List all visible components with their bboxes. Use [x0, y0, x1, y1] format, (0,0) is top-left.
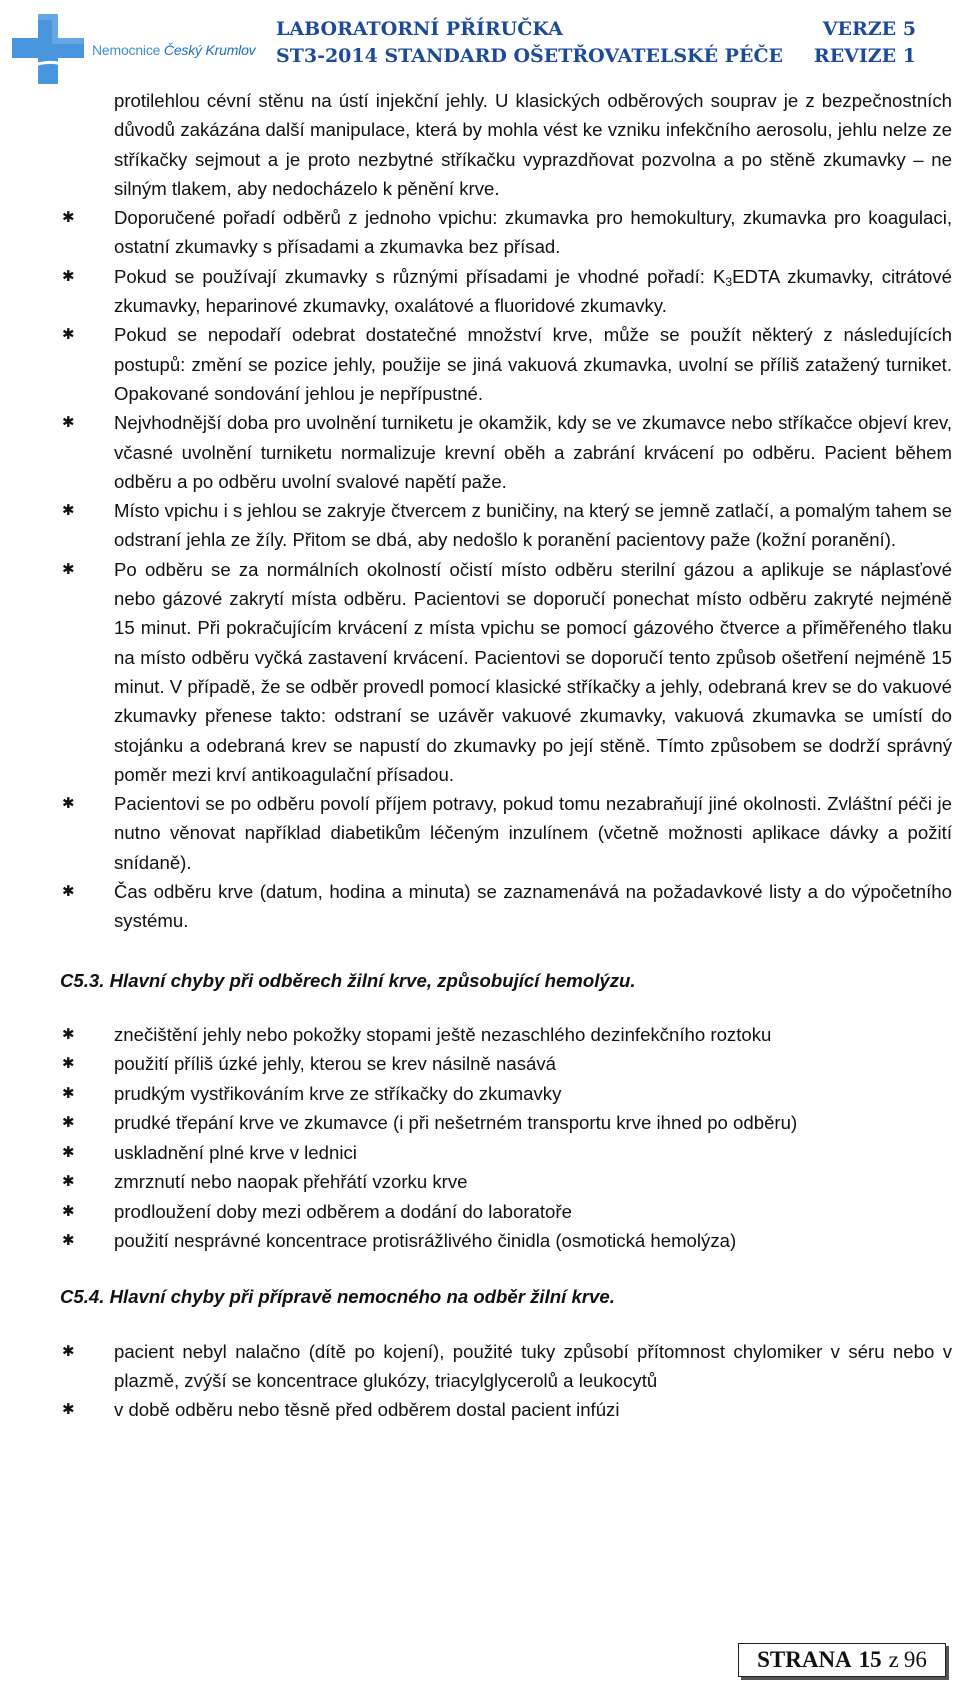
current-page: 15 — [858, 1647, 882, 1672]
list-item — [60, 1197, 952, 1227]
bullet-asterisk-icon: ✱ — [62, 560, 75, 578]
bullet-asterisk-icon: ✱ — [62, 209, 75, 227]
list-item-text: Pokud se nepodaří odebrat dostatečné množství krve, může se použít některý z následujících postupů: změní se pozice jehly, použije se jiná vakuová zkumavka, uvolní se příliš zatažený turniket. Opakované sondování jehlou je nepřípustné. — [114, 324, 952, 404]
text-segment: EDTA zkumavky, citrátové zkumavky, heparinové zkumavky, oxalátové a fluoridové zkumavky. — [114, 265, 952, 317]
list-item-text: Místo vpichu i s jehlou se zakryje čtvercem z buničiny, na který se jemně zatlačí, a pomalým tahem se odstraní jehla ze žíly. Přitom se dbá, aby nedošlo k poranění pacientovy paže (kožní poranění). — [114, 500, 952, 551]
hospital-logo — [12, 14, 262, 84]
list-item — [60, 203, 952, 262]
header-row-1 — [276, 16, 916, 43]
list-item — [60, 555, 952, 789]
list-item — [60, 877, 952, 936]
strana-label: STRANA — [757, 1647, 852, 1672]
procedure-list — [60, 203, 952, 935]
header-row-2 — [276, 43, 916, 70]
list-item — [60, 1108, 952, 1138]
bullet-asterisk-icon: ✱ — [62, 1114, 75, 1132]
bullet-asterisk-icon: ✱ — [62, 795, 75, 813]
bullet-asterisk-icon: ✱ — [62, 414, 75, 432]
text-segment: Pokud se používají zkumavky s různými přísadami je vhodné pořadí: K — [114, 265, 726, 287]
standard-title: ST3-2014 STANDARD OŠETŘOVATELSKÉ PÉČE — [276, 45, 784, 67]
bullet-asterisk-icon: ✱ — [62, 267, 75, 285]
bullet-asterisk-icon: ✱ — [62, 1084, 75, 1102]
bullet-asterisk-icon: ✱ — [62, 1232, 75, 1250]
list-item — [60, 1020, 952, 1050]
logo-text-b: Český Krumlov — [163, 42, 256, 58]
list-item-text: pacient nebyl nalačno (dítě po kojení), použité tuky způsobí přítomnost chylomiker v séru nebo v plazmě, zvýší se koncentrace glukózy, triacylglycerolů a leukocytů — [114, 1340, 952, 1391]
bullet-asterisk-icon: ✱ — [62, 1202, 75, 1220]
list-item-text: znečištění jehly nebo pokožky stopami ještě nezaschlého dezinfekčního roztoku — [114, 1023, 772, 1045]
bullet-asterisk-icon: ✱ — [62, 1342, 75, 1360]
total-pages: 96 — [903, 1647, 927, 1672]
logo-text-a: Nemocnice — [92, 42, 164, 58]
logo-wordmark — [92, 42, 255, 58]
list-item-text: uskladnění plné krve v lednici — [114, 1141, 357, 1163]
list-item — [60, 1226, 952, 1256]
page-header — [0, 0, 960, 88]
list-item — [60, 262, 952, 321]
list-item-text: zmrznutí nebo naopak přehřátí vzorku krve — [114, 1171, 468, 1193]
bullet-asterisk-icon: ✱ — [62, 883, 75, 901]
bullet-asterisk-icon: ✱ — [62, 1025, 75, 1043]
list-item — [60, 789, 952, 877]
medical-cross-icon — [12, 14, 84, 84]
section-heading-c54: C5.4. Hlavní chyby při přípravě nemocného na odběr žilní krve. — [60, 1285, 615, 1307]
list-item — [60, 1138, 952, 1168]
list-item-text: prudkým vystřikováním krve ze stříkačky do zkumavky — [114, 1082, 562, 1104]
list-item — [60, 496, 952, 555]
list-item-text: použití nesprávné koncentrace protisrážlivého činidla (osmotická hemolýza) — [114, 1230, 737, 1252]
list-item-text: Po odběru se za normálních okolností očistí místo odběru sterilní gázou a aplikuje se náplasťové nebo gázové zakrytí místa odběru. Pacientovi se doporučí ponechat místo odběru zakryté nejméně 15 minut. Při pokračujícím krvácení z místa vpichu se pomocí gázového čtverce a přiměřeného tlaku na místo odběru vyčká zastavení krvácení. Pacientovi se doporučí tento způsob ošetření nejméně 15 minut. V případě, že se odběr provedl pomocí klasické stříkačky a jehly, odebraná krev se do vakuové zkumavky přenese takto: odstraní se uzávěr vakuové zkumavky, vakuová zkumavka se umístí do stojánku a odebraná krev se napustí do zkumavky po její stěně. Tímto způsobem se dodrží správný poměr mezi krví antikoagulační přísadou. — [114, 558, 952, 785]
header-titles — [276, 16, 916, 70]
bullet-asterisk-icon: ✱ — [62, 1173, 75, 1191]
bullet-asterisk-icon: ✱ — [62, 1401, 75, 1419]
intro-paragraph: protilehlou cévní stěnu na ústí injekční jehly. U klasických odběrových souprav je z bezpečnostních důvodů zakázána další manipulace, která by mohla vést ke vzniku infekčního aerosolu, jehlu nelze ze stříkačky sejmout a je proto nezbytné stříkačku vyprazdňovat pozvolna a po stěně zkumavky – ne silným tlakem, aby nedocházelo k pěnění krve. — [114, 90, 952, 199]
page-number-box — [738, 1643, 946, 1677]
list-item — [60, 320, 952, 408]
list-item-text: Nejvhodnější doba pro uvolnění turniketu je okamžik, kdy se ve zkumavce nebo stříkačce objeví krev, včasné uvolnění turniketu normalizuje krevní oběh a zabrání krvácení po odběru. Pacient během odběru a po odběru uvolní svalové napětí paže. — [114, 412, 952, 492]
section-heading-c53: C5.3. Hlavní chyby při odběrech žilní krve, způsobující hemolýzu. — [60, 969, 636, 991]
subscript: 3 — [725, 274, 733, 289]
revision-label: REVIZE 1 — [813, 45, 916, 67]
list-item — [60, 1079, 952, 1109]
bullet-asterisk-icon: ✱ — [62, 1143, 75, 1161]
version-label: VERZE 5 — [822, 18, 916, 40]
bullet-asterisk-icon: ✱ — [62, 1055, 75, 1073]
list-item-text: v době odběru nebo těsně před odběrem dostal pacient infúzi — [114, 1399, 620, 1421]
list-item-text: Doporučené pořadí odběrů z jednoho vpichu: zkumavka pro hemokultury, zkumavka pro koagulaci, ostatní zkumavky s přísadami a zkumavka bez přísad. — [114, 207, 952, 258]
of-label: z — [888, 1647, 899, 1672]
page-content — [60, 86, 952, 1425]
list-item — [60, 408, 952, 496]
manual-title: LABORATORNÍ PŘÍRUČKA — [276, 18, 563, 40]
list-item-text: použití příliš úzké jehly, kterou se krev násilně nasává — [114, 1053, 556, 1075]
list-item — [60, 1049, 952, 1079]
list-item-text: Pacientovi se po odběru povolí příjem potravy, pokud tomu nezabraňují jiné okolnosti. Zvláštní péči je nutno věnovat například diabetikům léčeným inzulínem (včetně možnosti aplikace dávky a požití snídaně). — [114, 793, 952, 873]
preparation-errors-list — [60, 1337, 952, 1425]
list-item-text: prodloužení doby mezi odběrem a dodání do laboratoře — [114, 1200, 572, 1222]
list-item-text: prudké třepání krve ve zkumavce (i při nešetrném transportu krve ihned po odběru) — [114, 1112, 798, 1134]
list-item — [60, 1167, 952, 1197]
hemolysis-errors-list — [60, 1020, 952, 1256]
list-item-text: Čas odběru krve (datum, hodina a minuta) se zaznamenává na požadavkové listy a do výpočetního systému. — [114, 881, 952, 932]
list-item — [60, 1395, 952, 1424]
list-item-text — [114, 262, 952, 321]
list-item — [60, 1337, 952, 1396]
bullet-asterisk-icon: ✱ — [62, 502, 75, 520]
bullet-asterisk-icon: ✱ — [62, 326, 75, 344]
